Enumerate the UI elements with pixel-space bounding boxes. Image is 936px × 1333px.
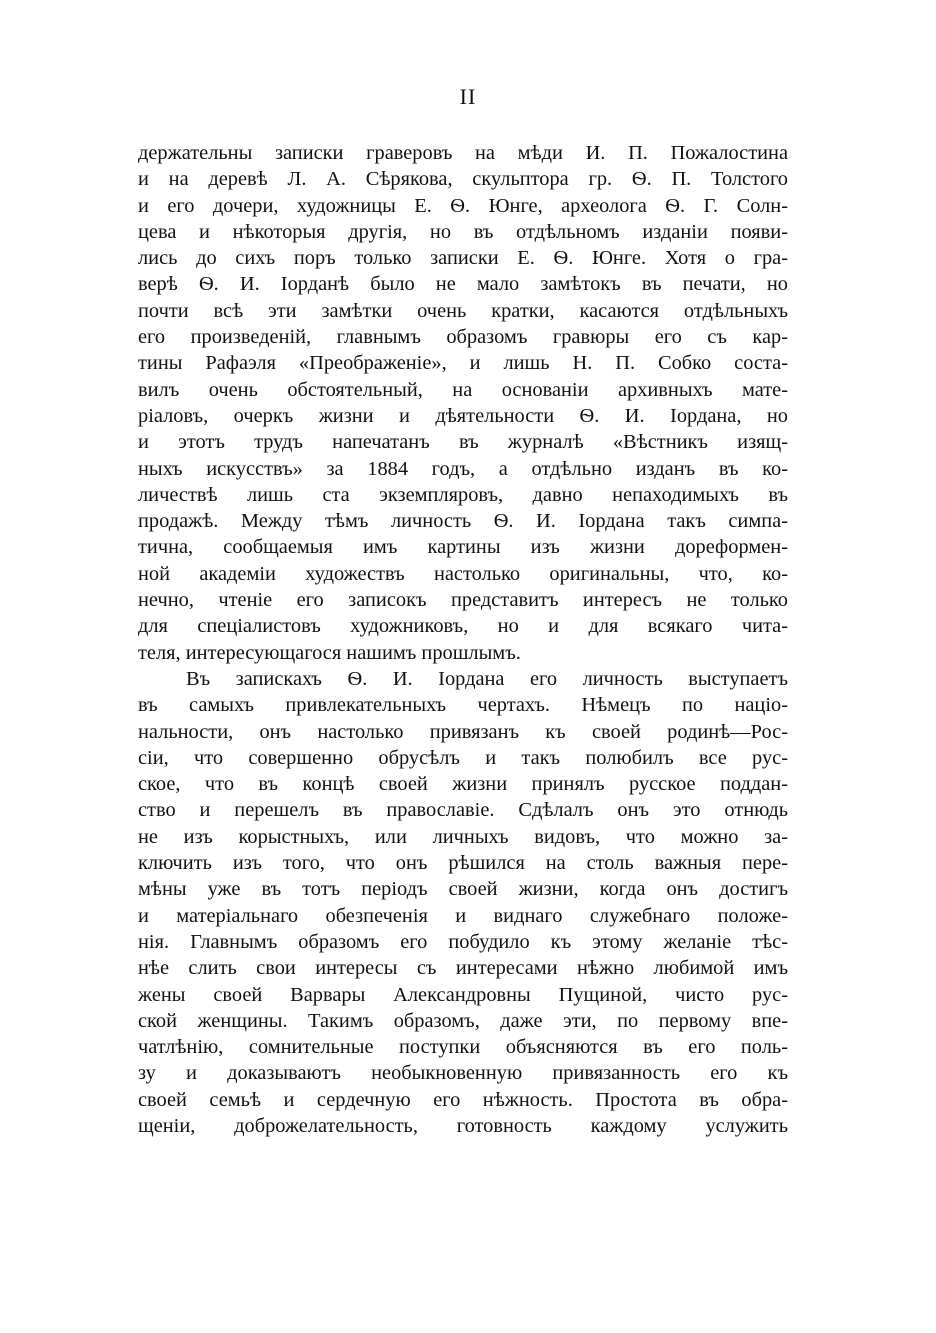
text-line: держательны записки граверовъ на мѣди И. П. Пожалостина (138, 142, 788, 164)
text-line: ріаловъ, очеркъ жизни и дѣятельности Ѳ. И. Іордана, но (138, 404, 788, 427)
text-line: зу и доказываютъ необыкновенную привязанность его къ (138, 1062, 788, 1085)
text-line: ныхъ искусствъ» за 1884 годъ, а отдѣльно изданъ въ ко- (138, 457, 788, 480)
text-line: нальности, онъ настолько привязанъ къ своей родинѣ—Рос- (138, 720, 788, 743)
text-line: ной академіи художествъ настолько оригинальны, что, ко- (138, 562, 788, 585)
text-line: и матеріальнаго обезпеченія и виднаго служебнаго положе- (138, 904, 788, 927)
text-line: своей семьѣ и сердечную его нѣжность. Простота въ обра- (138, 1088, 788, 1111)
text-line: и на деревѣ Л. А. Сѣрякова, скульптора гр. Ѳ. П. Толстого (138, 168, 788, 191)
text-line: въ самыхъ привлекательныхъ чертахъ. Нѣмецъ по націо- (138, 694, 788, 717)
text-line: нечно, чтеніе его записокъ представитъ интересъ не только (138, 589, 788, 612)
text-line: теля, интересующагося нашимъ прошлымъ. (138, 641, 521, 664)
text-line: тины Рафаэля «Преображеніе», и лишь Н. П. Собко соста- (138, 352, 788, 375)
text-line: ской женщины. Такимъ образомъ, даже эти, по первому впе- (138, 1009, 788, 1032)
text-line: щеніи, доброжелательность, готовность каждому услужить (138, 1114, 788, 1137)
text-line: его произведеній, главнымъ образомъ гравюры его съ кар- (138, 326, 788, 349)
text-line: лись до сихъ поръ только записки Е. Ѳ. Юнге. Хотя о гра- (138, 247, 788, 270)
body-text (138, 140, 788, 1139)
text-line: ключить изъ того, что онъ рѣшился на столь важныя пере- (138, 852, 788, 875)
text-line: нѣе слить свои интересы съ интересами нѣжно любимой имъ (138, 957, 788, 980)
text-line: ское, что въ концѣ своей жизни принялъ русское поддан- (138, 773, 788, 796)
text-line: личествѣ лишь ста экземпляровъ, давно непаходимыхъ въ (138, 483, 788, 506)
text-line: и этотъ трудъ напечатанъ въ журналѣ «Вѣстникъ изящ- (138, 431, 788, 454)
page-number: II (459, 84, 477, 109)
text-line: жены своей Варвары Александровны Пущиной, чисто рус- (138, 983, 788, 1006)
text-line: тична, сообщаемыя имъ картины изъ жизни дореформен- (138, 536, 788, 559)
text-line: не изъ корыстныхъ, или личныхъ видовъ, что можно за- (138, 825, 788, 848)
text-line: нія. Главнымъ образомъ его побудило къ этому желаніе тѣс- (138, 930, 788, 953)
text-line: сіи, что совершенно обрусѣлъ и такъ полюбилъ все рус- (138, 746, 788, 769)
text-line: мѣны уже въ тотъ періодъ своей жизни, когда онъ достигъ (138, 878, 788, 901)
text-line: чатлѣнію, сомнительные поступки объясняются въ его поль- (138, 1036, 788, 1059)
text-line: Въ запискахъ Ѳ. И. Іордана его личность выступаетъ (186, 667, 788, 690)
text-line: для спеціалистовъ художниковъ, но и для всякаго чита- (138, 615, 788, 638)
text-line: цева и нѣкоторыя другія, но въ отдѣльномъ изданіи появи- (138, 220, 788, 243)
text-line: верѣ Ѳ. И. Іорданѣ было не мало замѣтокъ въ печати, но (138, 273, 788, 296)
text-line: и его дочери, художницы Е. Ѳ. Юнге, археолога Ѳ. Г. Солн- (138, 194, 788, 217)
text-line: почти всѣ эти замѣтки очень кратки, касаются отдѣльныхъ (138, 299, 788, 322)
text-line: ство и перешелъ въ православіе. Сдѣлалъ онъ это отнюдь (138, 799, 788, 822)
text-line: вилъ очень обстоятельный, на основаніи архивныхъ мате- (138, 378, 788, 401)
text-line: продажѣ. Между тѣмъ личность Ѳ. И. Іордана такъ симпа- (138, 510, 788, 533)
